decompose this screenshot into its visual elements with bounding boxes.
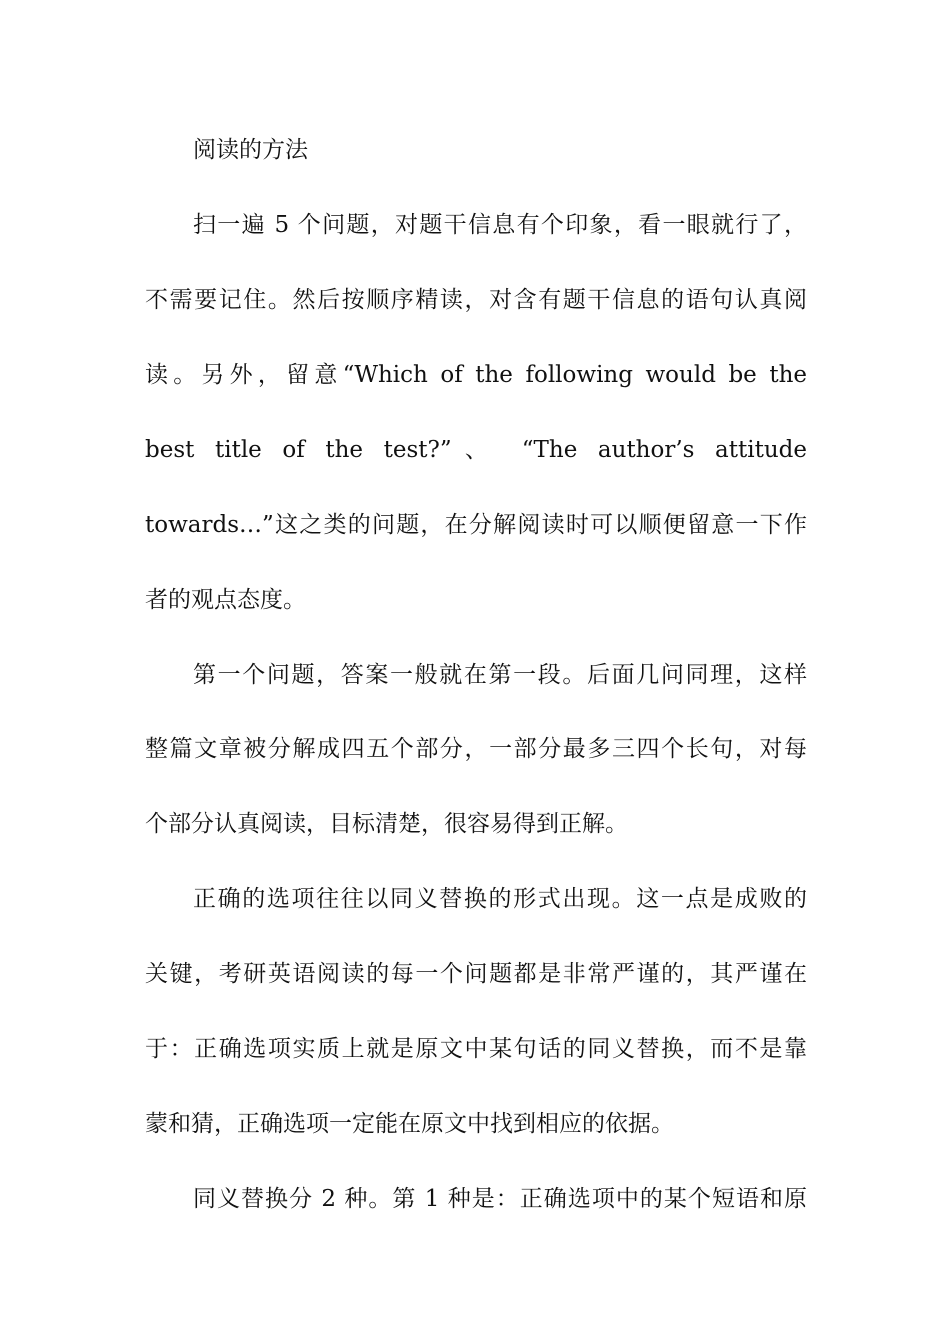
paragraph-line: 者的观点态度。 — [145, 587, 306, 613]
paragraph-line: 扫一遍 5 个问题，对题干信息有个印象，看一眼就行了， — [193, 212, 807, 238]
paragraph-line: best title of the test?”、 “The author’s attitude — [145, 437, 807, 463]
paragraph-line: 同义替换分 2 种。第 1 种是：正确选项中的某个短语和原 — [193, 1186, 807, 1212]
paragraph-line: 于：正确选项实质上就是原文中某句话的同义替换，而不是靠 — [145, 1036, 807, 1062]
paragraph-line: 整篇文章被分解成四五个部分，一部分最多三四个长句，对每 — [145, 736, 807, 762]
heading: 阅读的方法 — [193, 137, 308, 163]
paragraph-line: 读。另外，留意“Which of the following would be the — [145, 362, 807, 388]
paragraph-line: 第一个问题，答案一般就在第一段。后面几问同理，这样 — [193, 662, 807, 688]
paragraph-line: 蒙和猜，正确选项一定能在原文中找到相应的依据。 — [145, 1111, 674, 1137]
paragraph-line: towards…”这之类的问题，在分解阅读时可以顺便留意一下作 — [145, 512, 807, 538]
paragraph-line: 关键，考研英语阅读的每一个问题都是非常严谨的，其严谨在 — [145, 961, 807, 987]
paragraph-line: 个部分认真阅读，目标清楚，很容易得到正解。 — [145, 811, 628, 837]
paragraph-line: 不需要记住。然后按顺序精读，对含有题干信息的语句认真阅 — [145, 287, 807, 313]
paragraph-line: 正确的选项往往以同义替换的形式出现。这一点是成败的 — [193, 886, 807, 912]
